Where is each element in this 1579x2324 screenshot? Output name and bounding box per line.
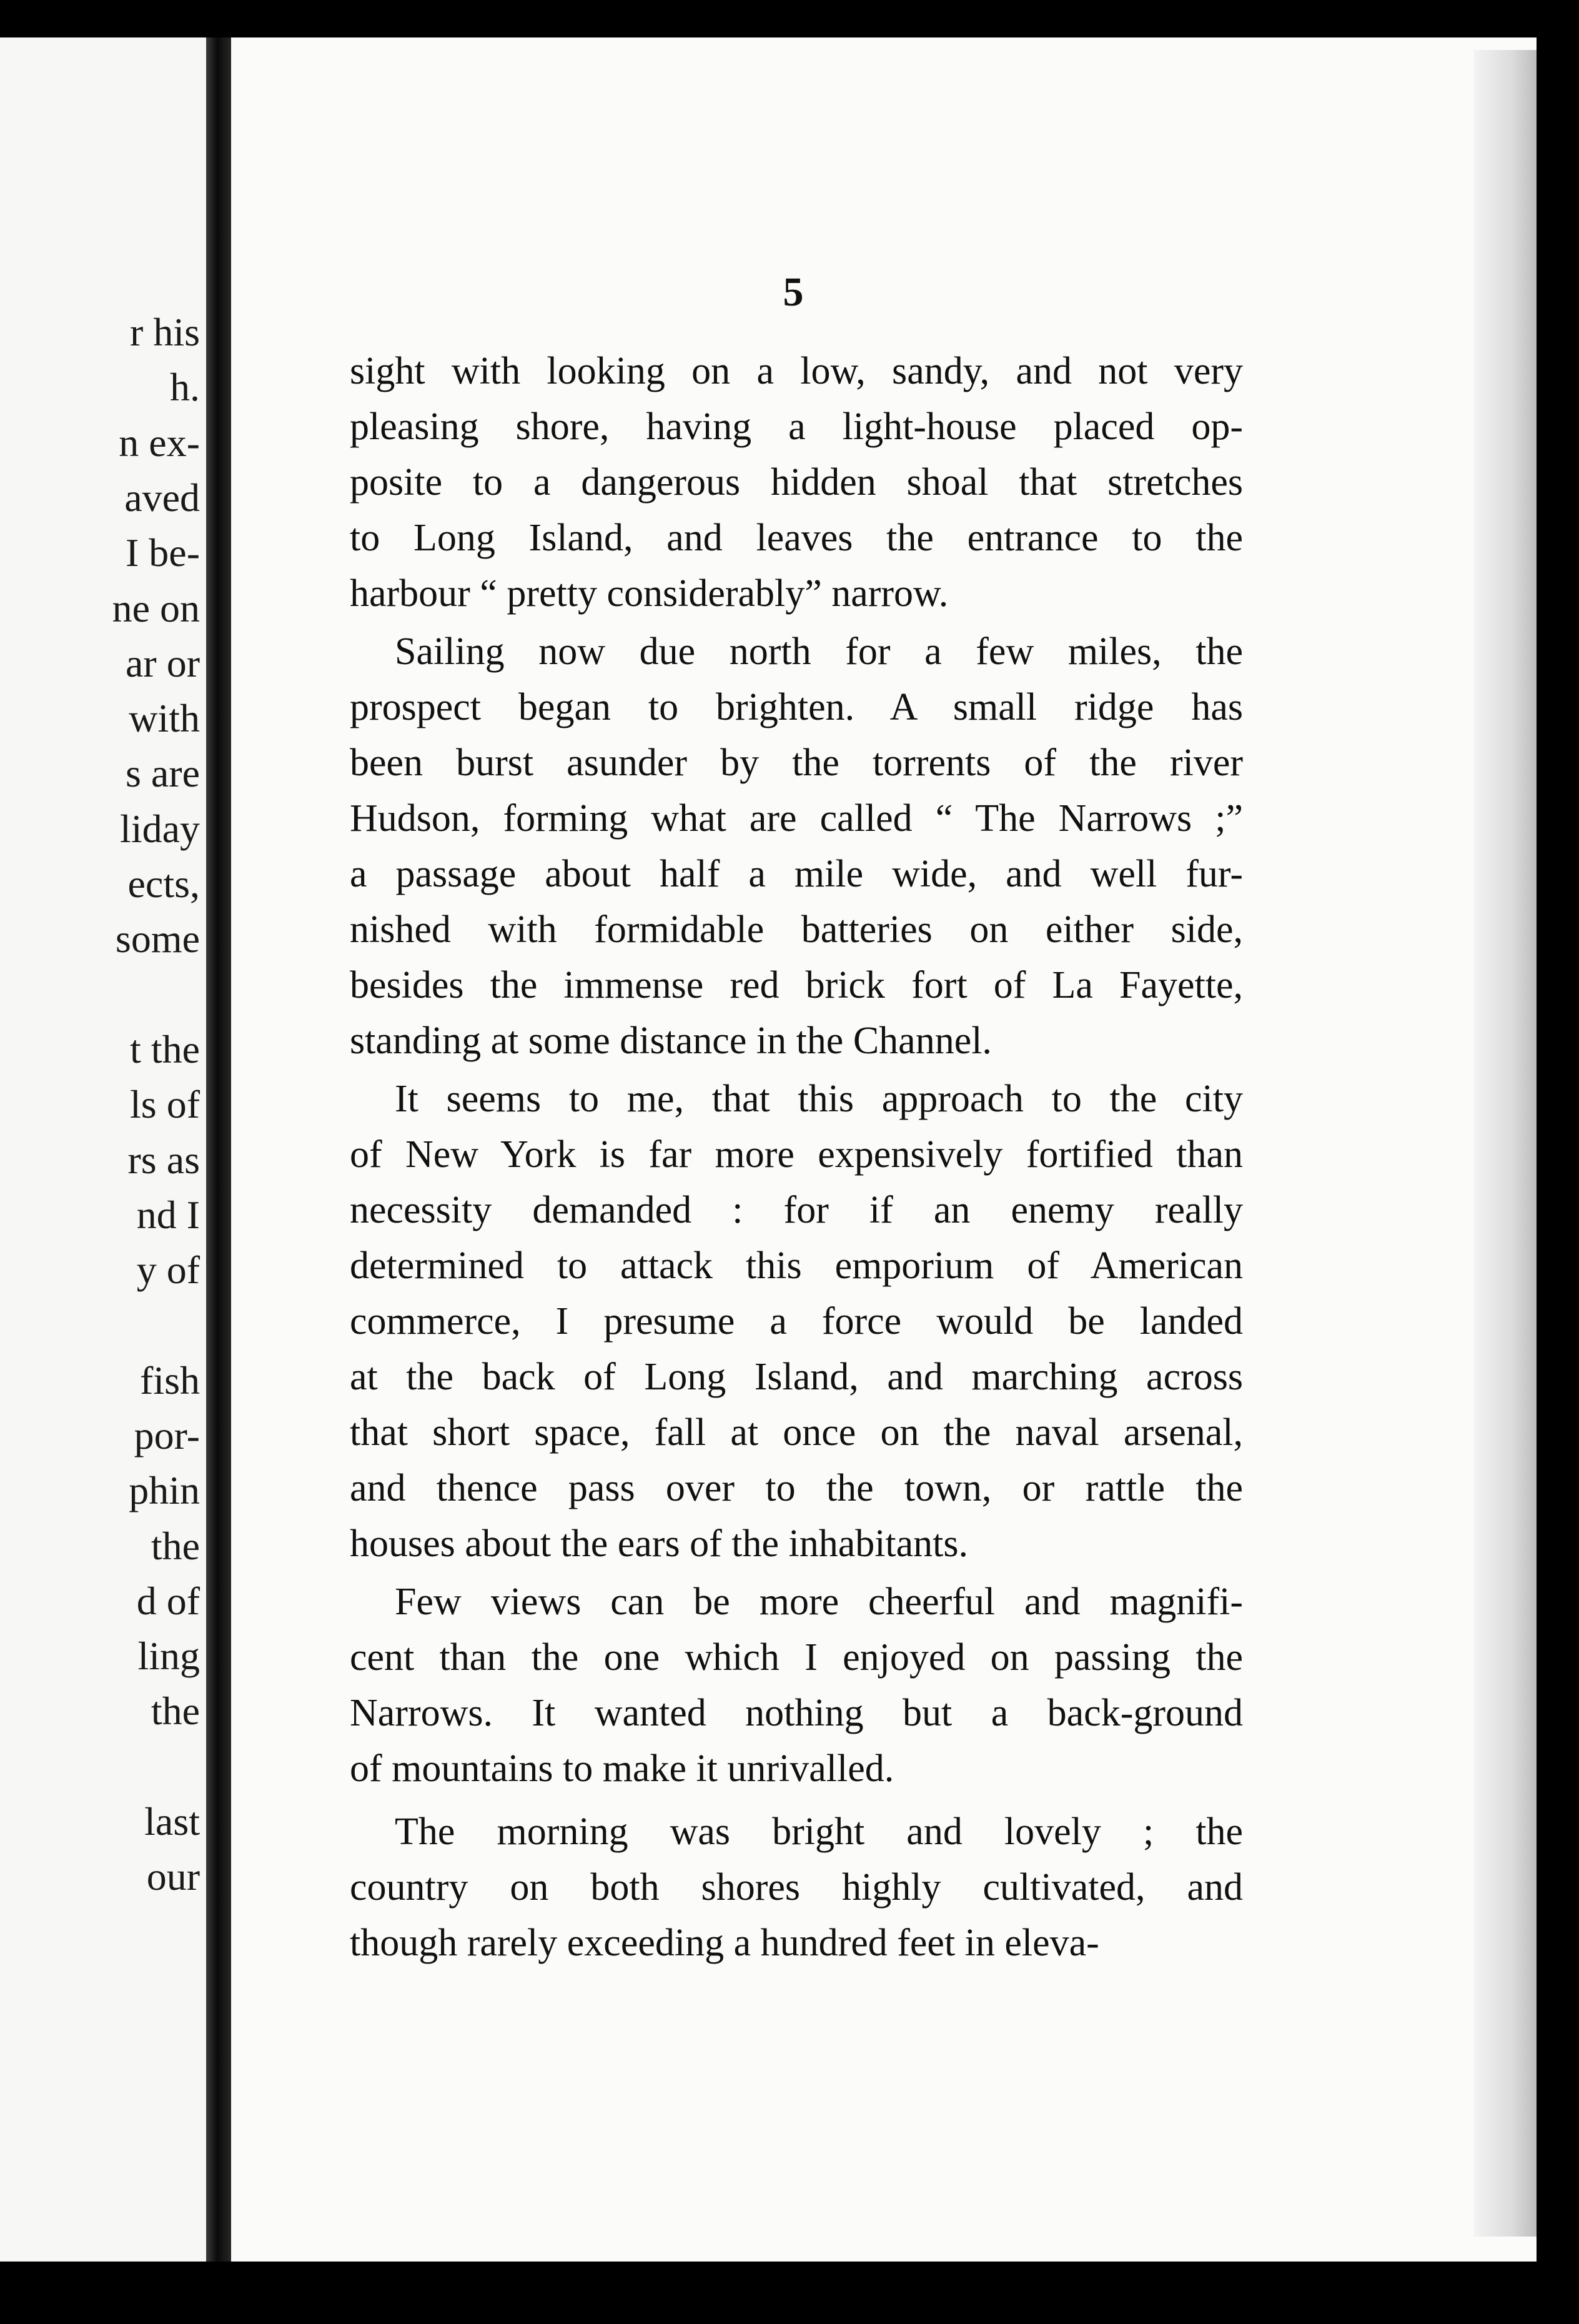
left-page-line: liday	[120, 807, 200, 851]
paragraph	[350, 624, 1243, 1069]
left-page-line: t the	[130, 1027, 200, 1071]
text-line: necessity demanded : for if an enemy really	[350, 1189, 1243, 1231]
left-page-line: r his	[130, 310, 200, 354]
text-line: harbour “ pretty considerably” narrow.	[350, 572, 949, 615]
text-line: Few views can be more cheerful and magnifi-	[395, 1581, 1243, 1623]
paragraph	[350, 1804, 1243, 1971]
text-line: It seems to me, that this approach to the city	[395, 1078, 1243, 1120]
left-page-line: phin	[129, 1468, 200, 1512]
text-line: besides the immense red brick fort of La Fayette,	[350, 964, 1243, 1006]
left-page-line: s are	[125, 751, 200, 795]
text-line: posite to a dangerous hidden shoal that stretches	[350, 461, 1243, 504]
left-page-line: ls of	[130, 1082, 200, 1126]
left-page-line: fish	[140, 1358, 200, 1403]
text-line: commerce, I presume a force would be landed	[350, 1300, 1243, 1343]
text-line: a passage about half a mile wide, and well fur-	[350, 853, 1243, 895]
body-text	[350, 344, 1243, 1971]
text-line: and thence pass over to the town, or rattle the	[350, 1467, 1243, 1509]
left-page-line: nd I	[136, 1193, 200, 1237]
text-line: to Long Island, and leaves the entrance to the	[350, 517, 1243, 559]
text-line: of mountains to make it unrivalled.	[350, 1747, 894, 1790]
text-line: The morning was bright and lovely ; the	[395, 1810, 1243, 1853]
page-number: 5	[783, 269, 804, 315]
left-page-line: our	[146, 1854, 200, 1899]
paragraph	[350, 344, 1243, 622]
left-page-line: y of	[136, 1248, 200, 1292]
left-page-line: some	[115, 916, 200, 961]
left-page-line: with	[129, 696, 200, 740]
text-line: Sailing now due north for a few miles, the	[395, 630, 1243, 673]
left-page-line: I be-	[125, 530, 200, 575]
left-page-line: rs as	[127, 1138, 200, 1182]
left-page-line: aved	[124, 475, 200, 520]
text-line: Narrows. It wanted nothing but a back-ground	[350, 1692, 1243, 1734]
left-page-line: last	[144, 1799, 200, 1844]
paragraph	[350, 1574, 1243, 1797]
text-line: at the back of Long Island, and marching across	[350, 1356, 1243, 1398]
left-page-line: ects,	[127, 862, 200, 906]
left-page-line: ne on	[112, 586, 200, 630]
previous-page-fragment	[0, 37, 206, 2262]
left-page-line: ar or	[125, 641, 200, 685]
book-gutter	[206, 37, 231, 2262]
text-line: Hudson, forming what are called “ The Narrows ;”	[350, 797, 1243, 840]
text-line: standing at some distance in the Channel.	[350, 1020, 992, 1062]
left-page-line: the	[151, 1524, 200, 1568]
text-line: houses about the ears of the inhabitants.	[350, 1522, 969, 1565]
text-line: been burst asunder by the torrents of the river	[350, 742, 1243, 784]
left-page-line: por-	[134, 1413, 200, 1457]
left-page-line: the	[151, 1689, 200, 1733]
text-line: that short space, fall at once on the naval arsenal,	[350, 1411, 1243, 1454]
text-line: determined to attack this emporium of American	[350, 1244, 1243, 1287]
text-line: pleasing shore, having a light-house placed op-	[350, 405, 1243, 448]
text-line: cent than the one which I enjoyed on passing the	[350, 1636, 1243, 1679]
text-line: though rarely exceeding a hundred feet in eleva-	[350, 1922, 1099, 1964]
paragraph	[350, 1071, 1243, 1572]
left-page-line: h.	[170, 365, 200, 409]
left-page-line: n ex-	[119, 420, 200, 465]
left-page-line: d of	[136, 1579, 200, 1623]
text-line: sight with looking on a low, sandy, and not very	[350, 350, 1243, 392]
text-line: prospect began to brighten. A small ridge has	[350, 686, 1243, 728]
page-edge	[1474, 50, 1537, 2237]
text-line: country on both shores highly cultivated, and	[350, 1866, 1243, 1909]
left-page-line: ling	[137, 1634, 200, 1678]
text-line: of New York is far more expensively fortified than	[350, 1133, 1243, 1176]
text-line: nished with formidable batteries on either side,	[350, 908, 1243, 951]
